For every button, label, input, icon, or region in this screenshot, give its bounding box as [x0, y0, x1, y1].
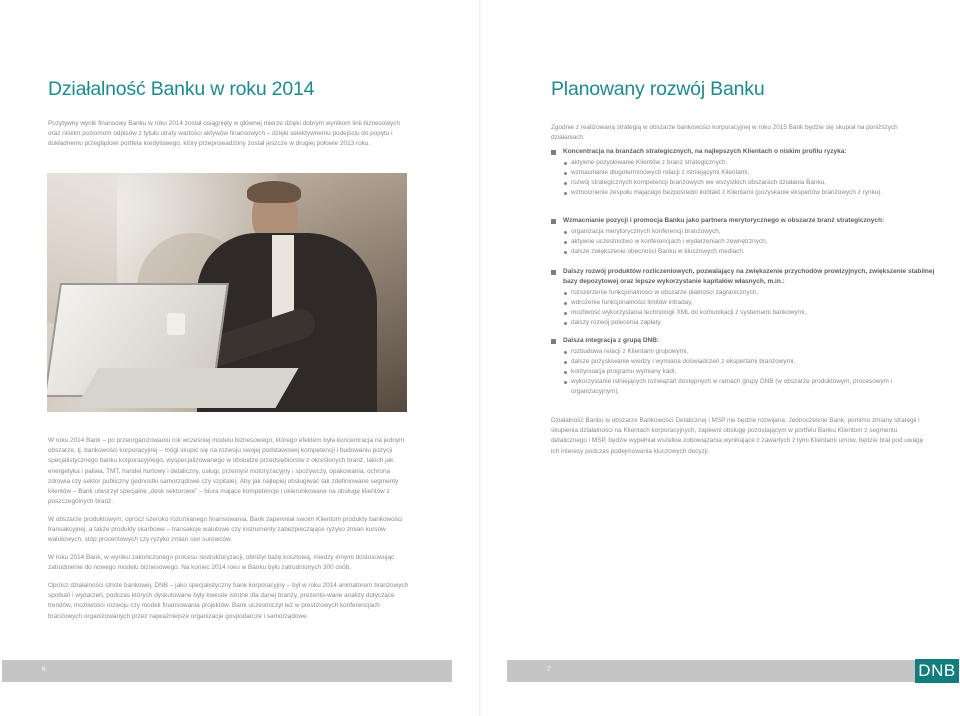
closing-paragraph: Działalność Banku w obszarze Bankowości Detalicznej i MSP nie będzie rozwijana. Jednocześnie Bank, pomimo zmiany strategii i skupienia działalności na Klientach korporacyjnych, zapewni obsługę pozostającym w portfelu Banku Klientom z segmentu detalicznego i MSP, będzie wypełniał wszelkie zobowiązania wynikające z zawartych z tymi Klientami umów, będzie brał pod uwagę ich interesy podczas podejmowania kluczowych decyzji. — [551, 417, 924, 455]
plan-section — [551, 147, 941, 198]
list-item: możliwość wykorzystania technologii XML do komunikacji z systemami bankowymi, — [551, 308, 941, 318]
bullet-icon — [564, 172, 567, 175]
square-bullet-icon — [551, 270, 556, 275]
plan-section — [551, 267, 941, 328]
list-item: dalsze pozyskiwanie wiedzy i wymiana doświadczeń z ekspertami branżowymi, — [551, 357, 941, 367]
section-heading: Dalszy rozwój produktów rozliczeniowych, pozwalający na zwiększenie przychodów prowizyjnych, zwiększenie stabilnej bazy depozytowej oraz lepsze wykorzystanie kapitałów własnych, m.in.: — [551, 267, 941, 287]
body-text-left — [48, 436, 410, 629]
body-paragraph: W roku 2014 Bank – po przeorganizowaniu rok wcześniej modelu biznesowego, którego efektem była koncentracja na jednym obszarze, tj. bankowości korporacyjnej – mógł skupić się na rozwoju swojej podstawowej kompetencji i budowaniu pozycji specjalistycznego banku korporacyjnego, wyspecjalizowanego w obsłudze przedsiębiorstw z określonych branż, takich jak energetyka i paliwa, TMT, handel hurtowy i detaliczny, usługi, przemysł motoryzacyjny i spożywczy, opakowania, ochrona zdrowia czy sektor publiczny (jednostki samorządowe czy szpitale). Aby jak najlepiej obsługiwać tak zdefiniowane segmenty klientów – Bank utworzył specjalne „desk sektorowe” – biura mające kompetencje i ukierunkowane na obsługę klientów z poszczególnych branż. — [48, 437, 405, 506]
list-item: wykorzystanie istniejących rozwiązań dostępnych w ramach grupy DNB (w obszarze produktowym, procesowym i organizacyjnym). — [551, 377, 941, 397]
bullet-icon — [564, 231, 567, 234]
square-bullet-icon — [551, 219, 556, 224]
section-heading: Dalsza integracja z grupą DNB: — [551, 336, 941, 346]
section-heading: Koncentracja na branżach strategicznych, na najlepszych Klientach o niskim profilu ryzyka: — [551, 147, 941, 157]
right-page — [481, 0, 960, 716]
list-item: organizacja merytorycznych konferencji branżowych, — [551, 227, 941, 237]
bullet-icon — [564, 292, 567, 295]
page-title-left: Działalność Banku w roku 2014 — [48, 78, 315, 100]
body-paragraph: Oprócz działalności stricte bankowej, DNB – jako specjalistyczny bank korporacyjny – był w roku 2014 animatorem branżowych spotkań i wydarzeń, podczas których dyskutowane były kwestie istotne dla danej branży, prezento-wane analizy dotyczące trendów, możliwości rozwoju czy modeli finansowania projektów. Bank uczestniczył też w prestiżowych konferencjach branżowych organizowanych przez najważniejsze organizacje gospodarcze i samorządowe. — [48, 581, 409, 620]
bullet-icon — [564, 302, 567, 305]
page-title-right: Planowany rozwój Banku — [551, 78, 765, 100]
square-bullet-icon — [551, 339, 556, 344]
list-item: dalsze zwiększenie obecności Banku w kluczowych mediach. — [551, 247, 941, 257]
list-item: dalszy rozwój polecenia zapłaty. — [551, 318, 941, 328]
bullet-icon — [564, 351, 567, 354]
dnb-logo: DNB — [915, 659, 959, 683]
intro-paragraph: Pozytywny wynik finansowy Banku w roku 2014 został osiągnięty w głównej mierze dzięki dobrym wynikom linii biznesowych oraz niskim poziomom odpisów z tytułu utraty wartości aktywów finansowych – dzięki selektywnemu podejściu do popytu i dokładnemu przeglądowi portfela kredytowego, który przeprowadzony został jeszcze w drugiej połowie 2013 roku. — [48, 120, 400, 148]
bullet-icon — [564, 241, 567, 244]
left-page — [0, 0, 479, 716]
bullet-icon — [564, 371, 567, 374]
footer-bar-right — [507, 660, 939, 682]
list-item: wzmocnienie zespołu mającego bezpośredni kontakt z Klientami (pozyskanie ekspertów branżowych z rynku). — [551, 188, 941, 198]
bullet-icon — [564, 251, 567, 254]
list-item: wzmacnianie długoterminowych relacji z istniejącymi Klientami, — [551, 168, 941, 178]
list-item: kontynuacja programu wymiany kadr, — [551, 367, 941, 377]
body-paragraph: W obszarze produktowym, oprócz szeroko rozumianego finansowania, Bank zapewniał swoim Klientom produkty bankowości transakcyjnej, a także produkty skarbowe – transakcje walutowe czy instrumenty zabezpieczające ryzyko zmian kursów walutowych, stóp procentowych czy ryzyko zmian cen surowców. — [48, 515, 403, 544]
body-paragraph: W roku 2014 Bank, w wyniku zakończonego procesu restrukturyzacji, obniżył bazę kosztową, miedzy innymi dostosowując zatrudnienie do nowego modelu biznesowego. Na koniec 2014 roku w Banku było zatrudnionych 300 osób. — [48, 554, 395, 572]
bullet-icon — [564, 192, 567, 195]
plan-section — [551, 216, 941, 257]
bullet-icon — [564, 312, 567, 315]
section-heading: Wzmacnianie pozycji i promocja Banku jako partnera merytorycznego w obszarze branż strategicznych: — [551, 216, 941, 226]
intro-paragraph-right: Zgodnie z realizowaną strategią w obszarze bankowości korporacyjnej w roku 2015 Bank będzie się skupiał na poniższych działaniach: — [551, 124, 898, 142]
list-item: aktywne pozyskiwanie Klientów z branż strategicznych, — [551, 158, 941, 168]
bullet-icon — [564, 361, 567, 364]
businessman-photo — [47, 173, 407, 412]
page-number-right: 7 — [547, 666, 551, 673]
list-item: rozszerzenie funkcjonalności w obszarze płatności zagranicznych, — [551, 288, 941, 298]
bullet-icon — [564, 381, 567, 384]
list-item: rozwój strategicznych kompetencji branżowych we wszystkich obszarach działania Banku, — [551, 178, 941, 188]
footer-bar-left — [2, 660, 452, 682]
page-number-left: 6 — [42, 666, 46, 673]
list-item: aktywne uczestnictwo w konferencjach i wydarzeniach zewnętrznych, — [551, 237, 941, 247]
bullet-icon — [564, 182, 567, 185]
list-item: rozbudowa relacji z Klientami grupowymi, — [551, 347, 941, 357]
plan-section — [551, 336, 941, 397]
list-item: wdrożenie funkcjonalności limitów intraday, — [551, 298, 941, 308]
bullet-icon — [564, 162, 567, 165]
square-bullet-icon — [551, 150, 556, 155]
bullet-icon — [564, 322, 567, 325]
